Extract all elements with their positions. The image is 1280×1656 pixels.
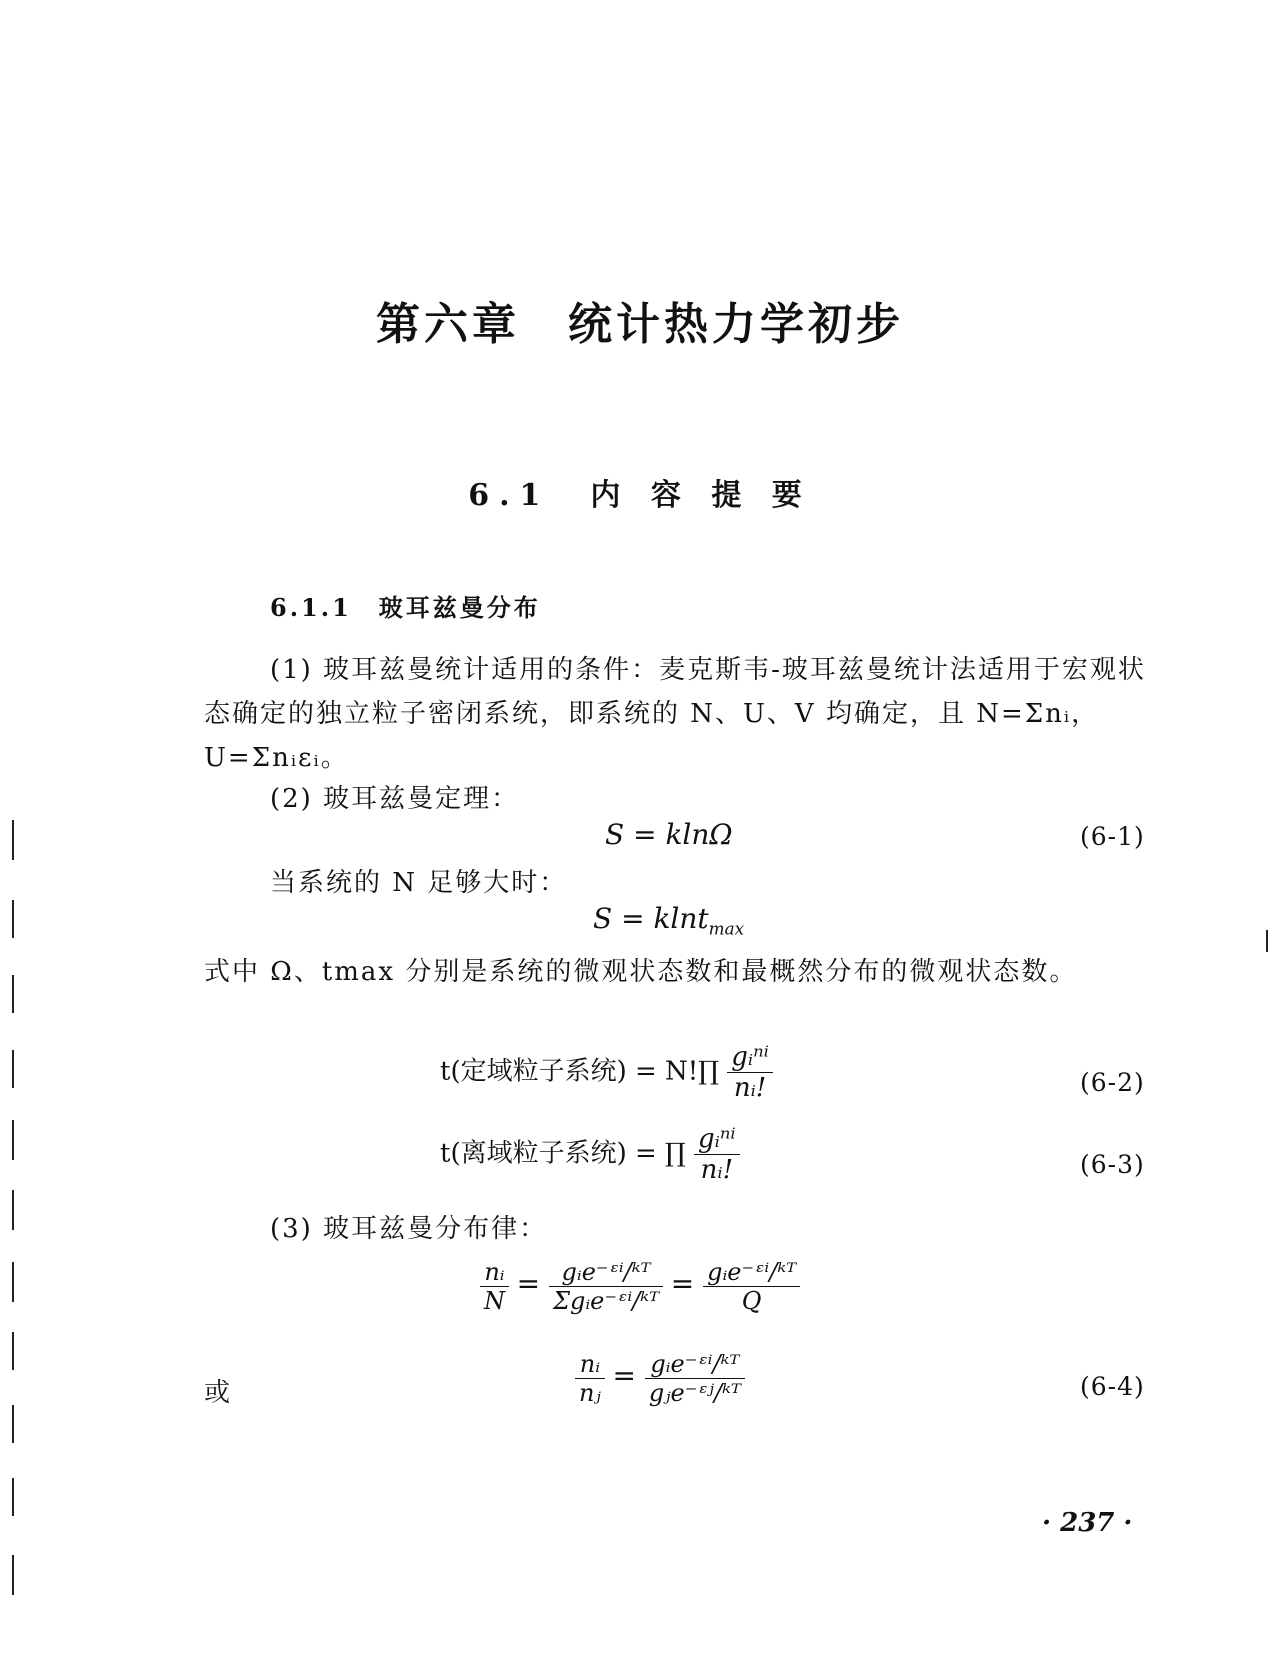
equation-tmax-main: S = klnt xyxy=(593,902,709,935)
or-label: 或 xyxy=(204,1378,231,1408)
where-paragraph: 式中 Ω、tmax 分别是系统的微观状态数和最概然分布的微观状态数。 xyxy=(204,957,1078,987)
equation-6-4b: $\frac{\text{nᵢ}}{\text{nⱼ}}$ = $\frac{\text{gᵢe⁻ᵋⁱ/ᵏᵀ}}{\text{gⱼe⁻ᵋʲ/ᵏᵀ}}$ xyxy=(575,1350,745,1407)
fraction-ni-over-n xyxy=(480,1258,509,1315)
fraction-denominator: nⱼ xyxy=(579,1379,601,1407)
equation-6-1: S = klnΩ xyxy=(605,818,733,851)
fraction-numerator: gᵢⁿⁱ xyxy=(727,1042,773,1073)
equation-number-6-2: (6-2) xyxy=(1080,1068,1145,1097)
fraction-gi-over-gj xyxy=(645,1350,745,1407)
fraction-denominator: nᵢ! xyxy=(700,1155,734,1185)
equation-number-6-3: (6-3) xyxy=(1080,1150,1145,1179)
fraction-ni-over-nj xyxy=(575,1350,605,1407)
section-title: 6.1 内 容 提 要 xyxy=(468,478,812,513)
equation-number-6-1: (6-1) xyxy=(1080,822,1145,851)
scan-margin-mark xyxy=(12,1120,14,1160)
equation-number-6-4: (6-4) xyxy=(1080,1372,1145,1401)
fraction-boltzmann-q xyxy=(703,1258,800,1315)
fraction-numerator: gᵢe⁻ᵋⁱ/ᵏᵀ xyxy=(645,1350,745,1379)
fraction-numerator: gᵢe⁻ᵋⁱ/ᵏᵀ xyxy=(703,1258,800,1287)
fraction-denominator: N xyxy=(484,1287,505,1315)
fraction-numerator: nᵢ xyxy=(575,1350,605,1379)
scan-margin-mark xyxy=(12,1050,14,1088)
fraction-denominator: Q xyxy=(741,1287,762,1315)
fraction-boltzmann-sum xyxy=(549,1258,663,1315)
scan-margin-mark xyxy=(12,1262,14,1302)
scan-margin-mark xyxy=(12,1555,14,1595)
fraction-numerator: gᵢⁿⁱ xyxy=(694,1124,740,1155)
page-number: · 237 · xyxy=(1042,1508,1133,1538)
item1-paragraph: (1) 玻耳兹曼统计适用的条件：麦克斯韦-玻耳兹曼统计法适用于宏观状态确定的独立粒子密闭系统，即系统的 N、U、V 均确定，且 N=Σnᵢ，U=Σnᵢεᵢ。 xyxy=(204,655,1146,773)
scan-margin-mark xyxy=(12,820,14,860)
fraction-denominator: gⱼe⁻ᵋʲ/ᵏᵀ xyxy=(648,1379,741,1407)
item2-label: (2) 玻耳兹曼定理： xyxy=(270,784,520,814)
scan-margin-mark xyxy=(12,975,14,1013)
equation-6-2-lhs: t(定域粒子系统) = N!∏ xyxy=(440,1056,719,1087)
scan-margin-mark xyxy=(12,1190,14,1230)
subsection-title: 6.1.1 玻耳兹曼分布 xyxy=(270,593,541,622)
scan-margin-mark xyxy=(12,1478,14,1516)
scan-margin-mark xyxy=(1266,930,1268,952)
equation-tmax xyxy=(593,902,744,939)
large-n-text: 当系统的 N 足够大时： xyxy=(270,868,568,898)
chapter-title: 第六章 统计热力学初步 xyxy=(376,299,904,350)
scan-margin-mark xyxy=(12,1332,14,1370)
scan-margin-mark xyxy=(12,900,14,938)
equation-6-3-lhs: t(离域粒子系统) = ∏ xyxy=(440,1138,686,1169)
equation-6-3 xyxy=(440,1124,740,1185)
item3-label: (3) 玻耳兹曼分布律： xyxy=(270,1214,548,1244)
fraction-denominator: Σgᵢe⁻ᵋⁱ/ᵏᵀ xyxy=(553,1287,660,1315)
fraction-numerator: gᵢe⁻ᵋⁱ/ᵏᵀ xyxy=(549,1258,663,1287)
equation-tmax-sub: max xyxy=(708,918,745,939)
equation-6-3-fraction xyxy=(694,1124,740,1185)
equation-6-2-fraction xyxy=(727,1042,773,1103)
fraction-numerator: nᵢ xyxy=(480,1258,509,1287)
equation-6-2 xyxy=(440,1042,773,1103)
equation-6-4a: $\frac{\text{nᵢ}}{N}$ = $\frac{\text{gᵢe⁻ᵋⁱ/ᵏᵀ}}{\text{Σgᵢe⁻ᵋⁱ/ᵏᵀ}}$ = $\frac{\text{gᵢe⁻ᵋⁱ/ᵏᵀ}}{Q}$ xyxy=(480,1258,800,1315)
fraction-denominator: nᵢ! xyxy=(733,1073,767,1103)
scan-margin-mark xyxy=(12,1405,14,1443)
